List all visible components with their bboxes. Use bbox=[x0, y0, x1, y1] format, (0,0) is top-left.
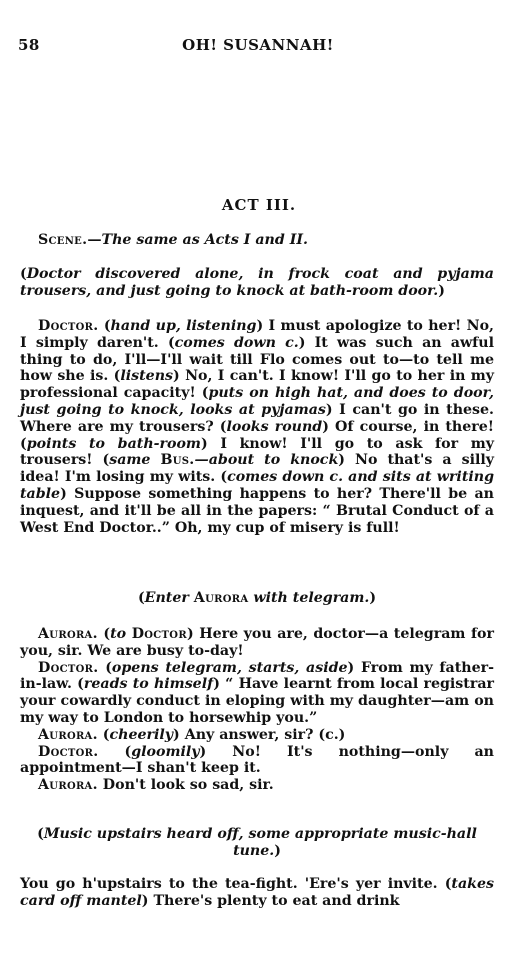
character-name: Aurora bbox=[193, 590, 249, 606]
enter-stage-direction: (Enter Aurora with telegram.) bbox=[137, 590, 377, 606]
speaker-name: Aurora. bbox=[38, 726, 98, 743]
doctor-speech: Doctor. (hand up, listening) I must apologize to her! No, I simply daren't. (comes down c.) It was such an awful thing to do, I'll—I'll wait till Flo comes out to—to tell me how she is. (listens) No, I can't. I know! I'll go to her in my professional capacity! (puts on high hat, and does to door, just going to knock, looks at pyjamas) I can't go in these. Where are my trousers? (looks round) Of course, in there! (points to bath-room) I know! I'll go to ask for my trousers! (same Bus.—about to knock) No that's a silly idea! I'm losing my wits. (comes down c. and sits at writing table) Suppose something happens to her? There'll be an inquest, and it'll be all in the papers: “ Brutal Conduct of a West End Doctor..” Oh, my cup of misery is full! bbox=[20, 318, 495, 536]
speaker-name: Doctor. bbox=[38, 659, 99, 676]
dialogue-exchange: Aurora. (to Doctor) Here you are, doctor—a telegram for you, sir. We are busy to-day! Doctor. (opens telegram, starts, aside) From my father-in-law. (reads to himself) “ Have learnt from local registrar your cowardly conduct in eloping with my daughter—am on my way to London to horsewhip you.” Aurora. (cheerily) Any answer, sir? (c.) Doctor. (gloomily) No! It's nothing—only an appointment—I shan't keep it. Aurora. Don't look so sad, sir. bbox=[20, 626, 494, 794]
stage-direction: opens telegram, starts, aside bbox=[111, 659, 348, 676]
dialogue: Don't look so sad, sir. bbox=[97, 777, 274, 794]
dialogue: Here you are, doctor—a telegram for you, sir. We are busy to-day! bbox=[20, 626, 494, 659]
dialogue: You go h'upstairs to the tea-fight. 'Ere's yer invite. bbox=[20, 876, 445, 892]
dialogue: There's plenty to eat and drink bbox=[148, 892, 400, 909]
stage-direction: Doctor bbox=[131, 626, 187, 642]
stage-direction: with telegram. bbox=[253, 590, 370, 606]
dialogue: No that's a silly idea! I'm losing my wits. bbox=[20, 452, 494, 486]
stage-direction: takes card off mantel bbox=[20, 876, 494, 909]
stage-direction: Enter bbox=[144, 590, 189, 606]
dialogue: “ Have learnt from local registrar your cowardly conduct in eloping with my daughter—am on my way to London to horsewhip you.” bbox=[20, 676, 494, 726]
stage-direction: Bus. bbox=[160, 452, 195, 469]
closing-dialogue: You go h'upstairs to the tea-fight. 'Ere's yer invite. (takes card off mantel) There's plenty to eat and drink bbox=[20, 876, 494, 909]
stage-direction: looks round bbox=[226, 418, 323, 435]
stage-direction: points to bath-room bbox=[26, 435, 201, 452]
scene-label: Scene. bbox=[38, 232, 88, 248]
dialogue: I can't go in these. Where are my trousers? bbox=[20, 401, 494, 435]
dialogue: No, I can't. I know! I'll go to her in my professional capacity! bbox=[20, 368, 494, 402]
opening-direction-text: Doctor discovered alone, in frock coat and pyjama trousers, and just going to knock at bath-room door. bbox=[20, 266, 494, 299]
dialogue: Any answer, sir? bbox=[179, 726, 319, 743]
stage-direction: Music upstairs heard off, some appropriate music-hall tune. bbox=[43, 826, 477, 859]
dialogue: No! It's nothing—only an appointment—I shan't keep it. bbox=[20, 743, 494, 777]
dialogue: Of course, in there! bbox=[328, 418, 495, 435]
stage-direction: cheerily bbox=[109, 726, 174, 743]
stage-direction: (c.) bbox=[318, 726, 346, 743]
dialogue: Suppose something happens to her? There'll be an inquest, and it'll be all in the papers: “ Brutal Conduct of a West End Doctor..” Oh, my cup of misery is full! bbox=[20, 485, 494, 536]
stage-direction: comes down c. and sits at writing table bbox=[20, 469, 494, 502]
page-number: 58 bbox=[18, 36, 40, 54]
stage-direction: hand up, listening bbox=[110, 318, 257, 334]
stage-direction: same bbox=[109, 452, 151, 469]
act-heading: ACT III. bbox=[221, 196, 297, 214]
stage-direction: gloomily bbox=[131, 743, 200, 760]
running-header bbox=[18, 36, 498, 58]
stage-direction: to bbox=[110, 626, 127, 642]
scene-text: The same as Acts I and II. bbox=[101, 232, 308, 248]
stage-direction: —about to knock bbox=[194, 452, 339, 469]
dialogue: I must apologize to her! No, I simply daren't. bbox=[20, 318, 494, 351]
stage-direction: comes down c. bbox=[174, 334, 299, 351]
dialogue: I know! I'll go to ask for my trousers! bbox=[20, 435, 494, 469]
dialogue: From my father-in-law. bbox=[20, 659, 494, 693]
running-title: OH! SUSANNAH! bbox=[182, 36, 334, 54]
speaker-name: Aurora. bbox=[38, 777, 98, 794]
opening-stage-direction: (Doctor discovered alone, in frock coat and pyjama trousers, and just going to knock at bath-room door.) bbox=[20, 266, 494, 299]
speaker-name: Doctor. bbox=[38, 743, 99, 760]
music-stage-direction: (Music upstairs heard off, some appropriate music-hall tune.) bbox=[37, 826, 477, 859]
speaker-name: Aurora. bbox=[38, 626, 98, 642]
dialogue: It was such an awful thing to do, I'll—I'll wait till Flo comes out to—to tell me how she is. bbox=[20, 334, 494, 385]
stage-direction: listens bbox=[120, 368, 174, 385]
scene-line: Scene.—The same as Acts I and II. bbox=[38, 232, 308, 248]
speaker-name: Doctor. bbox=[38, 318, 99, 334]
stage-direction: reads to himself bbox=[83, 676, 214, 693]
stage-direction: puts on high hat, and does to door, just going to knock, looks at pyjamas bbox=[20, 385, 495, 418]
